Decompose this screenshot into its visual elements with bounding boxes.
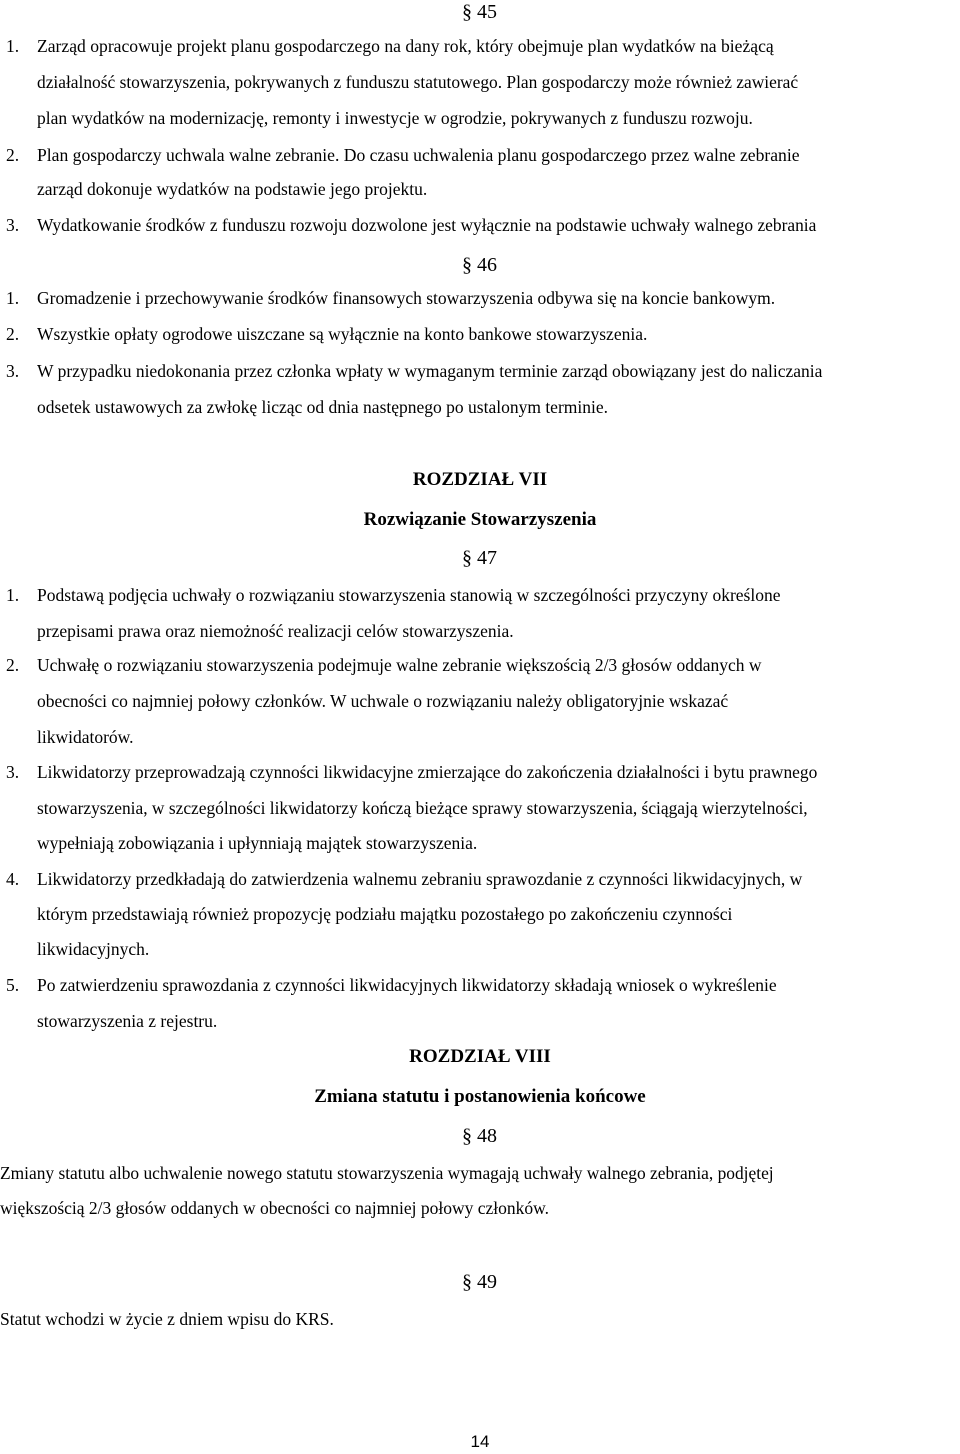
section-49-sign: § 49 [462,1271,497,1293]
s45-item-2-line-1: Plan gospodarczy uchwala walne zebranie. Do czasu uchwalenia planu gospodarczego przez walne zebranie [37,145,800,165]
s47-item-4-number: 4. [6,869,20,889]
s47-item-3-line-3: wypełniają zobowiązania i upłynniają majątek stowarzyszenia. [37,833,478,853]
s47-item-2-line-2: obecności co najmniej połowy członków. W uchwale o rozwiązaniu należy obligatoryjnie wskazać [37,691,729,711]
s47-item-5-number: 5. [6,975,20,995]
section-47-sign: § 47 [462,547,497,569]
s46-item-3-line-1: W przypadku niedokonania przez członka wpłaty w wymaganym terminie zarząd obowiązany jest do naliczania [37,361,823,381]
s47-item-1-number: 1. [6,585,20,605]
s47-item-2-number: 2. [6,655,20,675]
s49-text: Statut wchodzi w życie z dniem wpisu do KRS. [0,1309,334,1329]
s46-item-3-number: 3. [6,361,20,381]
section-46-sign: § 46 [462,254,497,276]
s45-item-2-number: 2. [6,145,20,165]
s47-item-5-line-2: stowarzyszenia z rejestru. [37,1011,218,1031]
s47-item-5-line-1: Po zatwierdzeniu sprawozdania z czynności likwidacyjnych likwidatorzy składają wniosek o wykreślenie [37,975,777,995]
s47-item-3-line-2: stowarzyszenia, w szczególności likwidatorzy kończą bieżące sprawy stowarzyszenia, ściągają wierzytelności, [37,798,808,818]
s47-item-3-number: 3. [6,762,20,782]
s47-item-4-line-2: którym przedstawiają również propozycję podziału majątku pozostałego po zakończeniu czynności [37,904,733,924]
s45-item-2-line-2: zarząd dokonuje wydatków na podstawie jego projektu. [37,179,428,199]
s46-item-1-number: 1. [6,288,20,308]
chapter-8-subtitle: Zmiana statutu i postanowienia końcowe [314,1086,646,1107]
s45-item-3-number: 3. [6,215,20,235]
s46-item-2-line-1: Wszystkie opłaty ogrodowe uiszczane są wyłącznie na konto bankowe stowarzyszenia. [37,324,648,344]
s47-item-3-line-1: Likwidatorzy przeprowadzają czynności likwidacyjne zmierzające do zakończenia działalności i bytu prawnego [37,762,818,782]
s45-item-1-line-3: plan wydatków na modernizację, remonty i inwestycje w ogrodzie, pokrywanych z funduszu rozwoju. [37,108,753,128]
s45-item-3-line-1: Wydatkowanie środków z funduszu rozwoju dozwolone jest wyłącznie na podstawie uchwały walnego zebrania [37,215,817,235]
s48-line-1: Zmiany statutu albo uchwalenie nowego statutu stowarzyszenia wymagają uchwały walnego zebrania, podjętej [0,1163,774,1183]
page-number: 14 [470,1432,490,1451]
s46-item-3-line-2: odsetek ustawowych za zwłokę licząc od dnia następnego po ustalonym terminie. [37,397,609,417]
chapter-7-subtitle: Rozwiązanie Stowarzyszenia [363,509,597,530]
s48-line-2: większością 2/3 głosów oddanych w obecności co najmniej połowy członków. [0,1198,550,1218]
s45-item-1-number: 1. [6,36,20,56]
s47-item-4-line-1: Likwidatorzy przedkładają do zatwierdzenia walnemu zebraniu sprawozdanie z czynności likwidacyjnych, w [37,869,803,889]
s47-item-1-line-2: przepisami prawa oraz niemożność realizacji celów stowarzyszenia. [37,621,514,641]
section-45-sign: § 45 [462,1,497,23]
s47-item-2-line-1: Uchwałę o rozwiązaniu stowarzyszenia podejmuje walne zebranie większością 2/3 głosów oddanych w [37,655,762,675]
section-48-sign: § 48 [462,1125,497,1147]
s46-item-2-number: 2. [6,324,20,344]
chapter-7-title: ROZDZIAŁ VII [412,469,548,490]
s46-item-1-line-1: Gromadzenie i przechowywanie środków finansowych stowarzyszenia odbywa się na koncie bankowym. [37,288,776,308]
s47-item-4-line-3: likwidacyjnych. [37,939,150,959]
chapter-8-title: ROZDZIAŁ VIII [409,1046,551,1067]
s47-item-2-line-3: likwidatorów. [37,727,134,747]
s45-item-1-line-2: działalność stowarzyszenia, pokrywanych z funduszu statutowego. Plan gospodarczy może również zawierać [37,72,799,92]
s45-item-1-line-1: Zarząd opracowuje projekt planu gospodarczego na dany rok, który obejmuje plan wydatków na bieżącą [37,36,774,56]
s47-item-1-line-1: Podstawą podjęcia uchwały o rozwiązaniu stowarzyszenia stanowią w szczególności przyczyny określone [37,585,781,605]
